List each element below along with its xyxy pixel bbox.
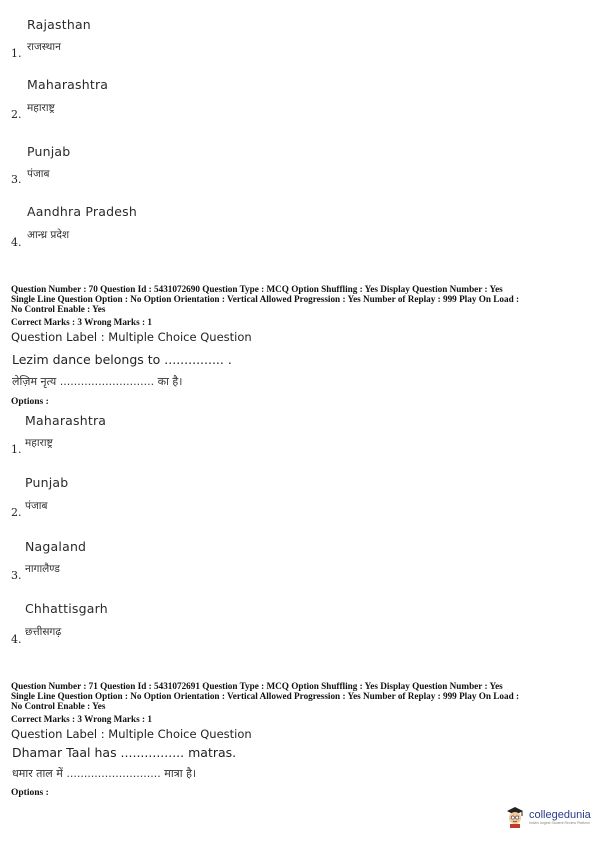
prev-option-1-en: Rajasthan <box>27 17 91 32</box>
q71-question-text-en: Dhamar Taal has ................ matras. <box>12 745 237 760</box>
logo-tagline: India's largest Student Review Platform <box>529 820 590 825</box>
q71-options-label: Options : <box>11 788 49 798</box>
q70-option-4-number: 4. <box>11 633 22 646</box>
prev-option-2-number: 2. <box>11 108 22 121</box>
q70-option-2-number: 2. <box>11 506 22 519</box>
q70-question-text-hi: लेज़िम नृत्य ........................... का है। <box>12 375 183 388</box>
logo-wordmark: collegedunia <box>529 808 591 821</box>
q70-options-label: Options : <box>11 397 49 407</box>
q70-option-3-number: 3. <box>11 569 22 582</box>
prev-option-4-number: 4. <box>11 236 22 249</box>
q71-question-label: Question Label : Multiple Choice Question <box>11 727 252 741</box>
q70-option-3-en[interactable]: Nagaland <box>25 539 87 554</box>
prev-option-2-en: Maharashtra <box>27 77 109 92</box>
q71-meta-line-3: No Control Enable : Yes <box>11 701 106 711</box>
q70-marks: Correct Marks : 3 Wrong Marks : 1 <box>11 317 152 327</box>
collegedunia-logo <box>505 806 591 828</box>
q70-question-text-en: Lezim dance belongs to ............... . <box>12 352 232 367</box>
mascot-icon <box>505 806 525 828</box>
q70-option-4-hi[interactable]: छत्तीसगढ़ <box>25 626 62 638</box>
prev-option-4-en: Aandhra Pradesh <box>27 204 137 219</box>
q70-meta-line-1: Question Number : 70 Question Id : 5431072690 Question Type : MCQ Option Shuffling : Yes Display Question Number : Yes <box>11 284 503 294</box>
q70-option-1-number: 1. <box>11 443 22 456</box>
q70-option-4-en[interactable]: Chhattisgarh <box>25 601 108 616</box>
prev-option-2-hi: महाराष्ट्र <box>27 102 55 114</box>
prev-option-3-number: 3. <box>11 173 22 186</box>
q70-meta-line-2: Single Line Question Option : No Option Orientation : Vertical Allowed Progression : Yes Number of Replay : 999 Play On Load : <box>11 294 520 304</box>
prev-option-4-hi: आन्ध्र प्रदेश <box>27 229 70 241</box>
q70-option-2-en[interactable]: Punjab <box>25 475 69 490</box>
q70-option-3-hi[interactable]: नागालैण्ड <box>25 563 60 575</box>
q71-meta-line-2: Single Line Question Option : No Option Orientation : Vertical Allowed Progression : Yes Number of Replay : 999 Play On Load : <box>11 691 520 701</box>
q70-option-2-hi[interactable]: पंजाब <box>25 500 48 512</box>
prev-option-1-hi: राजस्थान <box>27 41 61 53</box>
q70-option-1-en[interactable]: Maharashtra <box>25 413 107 428</box>
prev-option-1-number: 1. <box>11 47 22 60</box>
prev-option-3-en: Punjab <box>27 144 71 159</box>
q71-marks: Correct Marks : 3 Wrong Marks : 1 <box>11 714 152 724</box>
q70-meta-line-3: No Control Enable : Yes <box>11 304 106 314</box>
prev-option-3-hi: पंजाब <box>27 168 50 180</box>
q70-option-1-hi[interactable]: महाराष्ट्र <box>25 437 53 449</box>
q71-question-text-hi: धमार ताल में ........................... मात्रा है। <box>12 767 197 780</box>
q71-meta-line-1: Question Number : 71 Question Id : 5431072691 Question Type : MCQ Option Shuffling : Yes Display Question Number : Yes <box>11 681 503 691</box>
q70-question-label: Question Label : Multiple Choice Question <box>11 330 252 344</box>
